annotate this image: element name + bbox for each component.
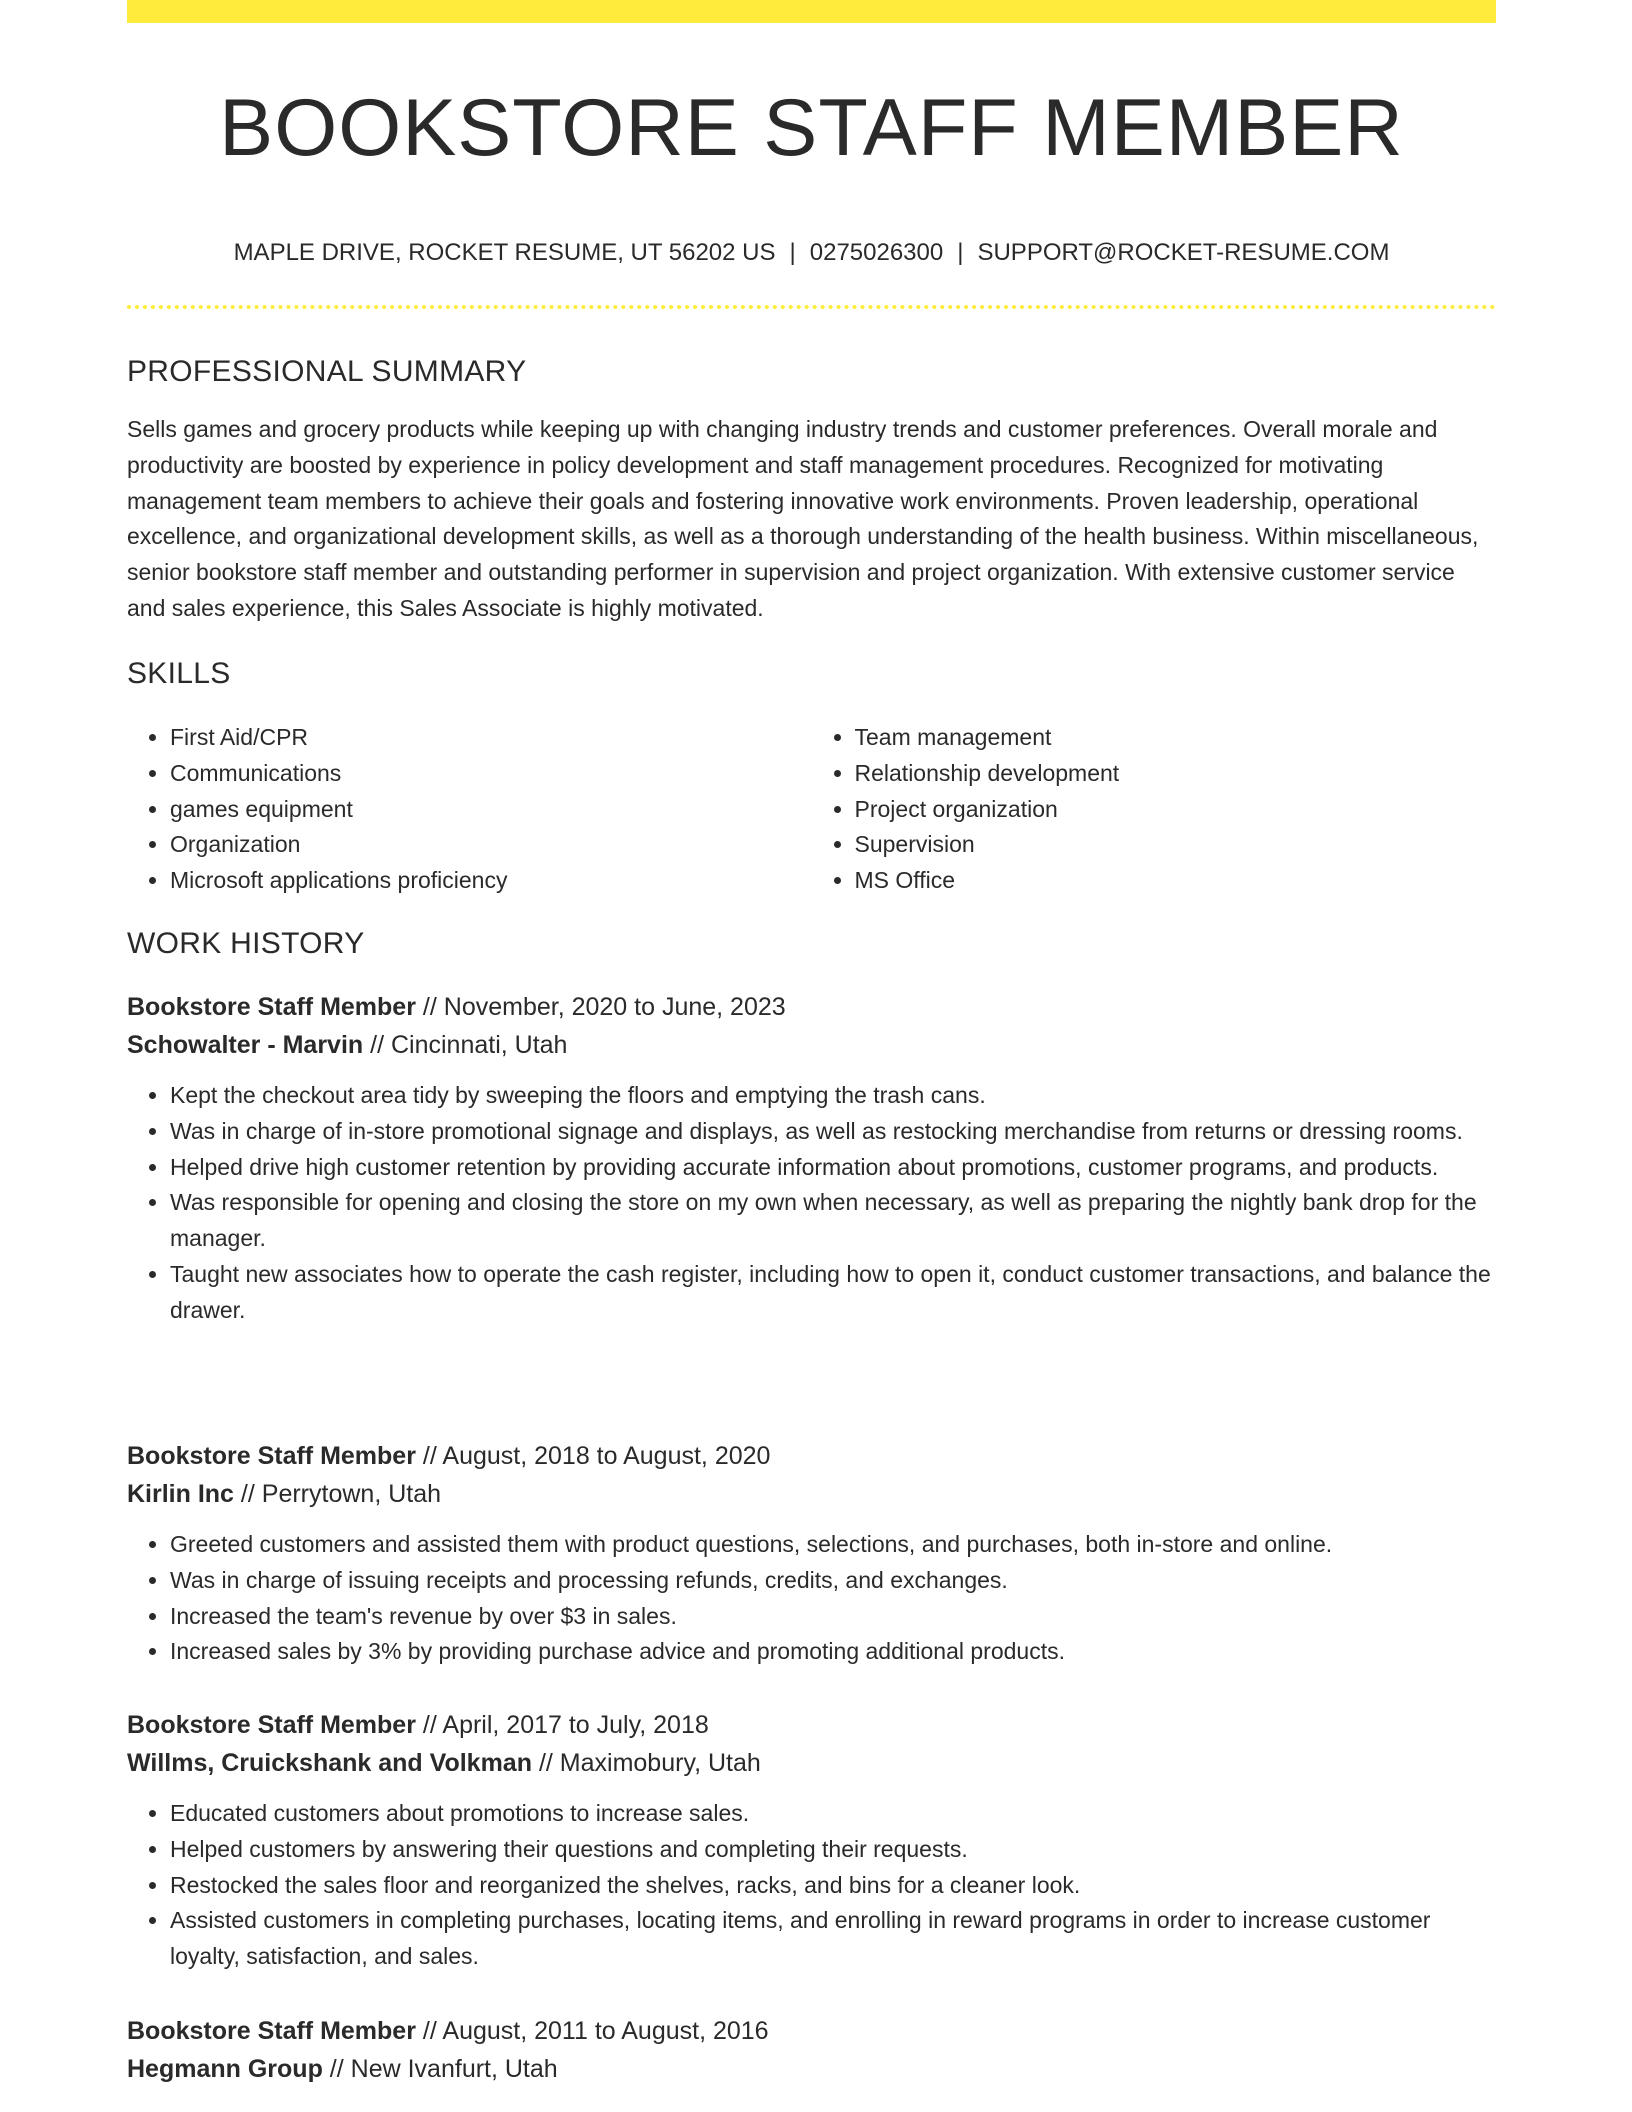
- job-title-line: [127, 988, 1496, 1026]
- job-bullet: • Taught new associates how to operate the cash register, including how to open it, conduct customer transactions, and balance the drawer.: [170, 1257, 1496, 1329]
- job-dates: November, 2020 to June, 2023: [443, 993, 786, 1021]
- job-company-line: [127, 1026, 1496, 1064]
- contact-separator: |: [957, 239, 964, 266]
- job-role: Bookstore Staff Member: [127, 2017, 416, 2045]
- skill-item: • Relationship development: [855, 756, 1497, 792]
- job-role: Bookstore Staff Member: [127, 993, 416, 1021]
- job-bullets: [127, 1527, 1496, 1670]
- job-bullet: • Kept the checkout area tidy by sweeping the floors and emptying the trash cans.: [170, 1078, 1496, 1114]
- job-dates: August, 2011 to August, 2016: [442, 2017, 769, 2045]
- job-company-line: [127, 1744, 1496, 1782]
- skill-item: • games equipment: [170, 792, 812, 828]
- job-entry: [127, 1437, 1496, 1670]
- job-location: Cincinnati, Utah: [390, 1031, 568, 1059]
- top-accent-bar: [127, 0, 1496, 23]
- header-divider: [127, 305, 1496, 309]
- skill-item: • Team management: [855, 720, 1497, 756]
- contact-separator: |: [789, 239, 796, 266]
- job-bullet: • Increased the team's revenue by over $3 in sales.: [170, 1599, 1496, 1635]
- skills-list-right: [812, 720, 1497, 899]
- job-separator: //: [422, 1442, 437, 1470]
- skill-item: • Project organization: [855, 792, 1497, 828]
- job-separator: //: [240, 1480, 255, 1508]
- contact-line: [127, 236, 1496, 270]
- job-bullet: • Assisted customers in completing purchases, locating items, and enrolling in reward programs in order to increase customer loyalty, satisfaction, and sales.: [170, 1903, 1496, 1975]
- skill-item: • MS Office: [855, 863, 1497, 899]
- job-separator: //: [422, 1711, 437, 1739]
- resume-name: BOOKSTORE STAFF MEMBER: [219, 83, 1404, 173]
- job-bullets: [127, 1078, 1496, 1329]
- job-separator: //: [329, 2055, 344, 2083]
- job-separator: //: [422, 2017, 437, 2045]
- skills-list-left: [127, 720, 812, 899]
- job-separator: //: [538, 1749, 553, 1777]
- job-entry: [127, 2012, 1496, 2088]
- job-company: Schowalter - Marvin: [127, 1031, 364, 1059]
- job-bullet: • Greeted customers and assisted them with product questions, selections, and purchases, both in-store and online.: [170, 1527, 1496, 1563]
- job-title-line: [127, 1706, 1496, 1744]
- skill-item: • Organization: [170, 827, 812, 863]
- job-title-line: [127, 2012, 1496, 2050]
- job-company: Hegmann Group: [127, 2055, 323, 2083]
- skill-item: • First Aid/CPR: [170, 720, 812, 756]
- summary-text: Sells games and grocery products while keeping up with changing industry trends and customer preferences. Overall morale and productivity are boosted by experience in policy development and staff management procedures. Recognized for motivating management team members to achieve their goals and fostering innovative work environments. Proven leadership, operational excellence, and organizational development skills, as well as a thorough understanding of the health business. Within miscellaneous, senior bookstore staff member and outstanding performer in supervision and project organization. With extensive customer service and sales experience, this Sales Associate is highly motivated.: [127, 416, 1479, 621]
- job-bullet: • Was in charge of in-store promotional signage and displays, as well as restocking merchandise from returns or dressing rooms.: [170, 1114, 1496, 1150]
- job-company: Kirlin Inc: [127, 1480, 234, 1508]
- job-location: Maximobury, Utah: [559, 1749, 761, 1777]
- job-entry: [127, 988, 1496, 1329]
- job-role: Bookstore Staff Member: [127, 1442, 416, 1470]
- skills-title: SKILLS: [127, 657, 231, 690]
- skill-item: • Microsoft applications proficiency: [170, 863, 812, 899]
- job-company-line: [127, 2050, 1496, 2088]
- job-bullet: • Helped drive high customer retention by providing accurate information about promotions, customer programs, and products.: [170, 1150, 1496, 1186]
- job-location: New Ivanfurt, Utah: [350, 2055, 558, 2083]
- skill-item: • Communications: [170, 756, 812, 792]
- job-separator: //: [370, 1031, 385, 1059]
- job-dates: April, 2017 to July, 2018: [442, 1711, 709, 1739]
- job-bullet: • Educated customers about promotions to increase sales.: [170, 1796, 1496, 1832]
- job-title-line: [127, 1437, 1496, 1475]
- job-company-line: [127, 1475, 1496, 1513]
- skill-item: • Supervision: [855, 827, 1497, 863]
- job-bullet: • Was in charge of issuing receipts and processing refunds, credits, and exchanges.: [170, 1563, 1496, 1599]
- summary-title: PROFESSIONAL SUMMARY: [127, 355, 527, 388]
- contact-address: MAPLE DRIVE, ROCKET RESUME, UT 56202 US: [233, 239, 776, 266]
- job-separator: //: [422, 993, 437, 1021]
- job-bullet: • Increased sales by 3% by providing purchase advice and promoting additional products.: [170, 1634, 1496, 1670]
- contact-phone: 0275026300: [809, 239, 944, 266]
- job-bullet: • Helped customers by answering their questions and completing their requests.: [170, 1832, 1496, 1868]
- skills-columns: [127, 720, 1496, 899]
- job-bullets: [127, 1796, 1496, 1975]
- job-bullet: • Was responsible for opening and closing the store on my own when necessary, as well as preparing the nightly bank drop for the manager.: [170, 1185, 1496, 1257]
- job-entry: [127, 1706, 1496, 1975]
- job-dates: August, 2018 to August, 2020: [442, 1442, 771, 1470]
- job-company: Willms, Cruickshank and Volkman: [127, 1749, 532, 1777]
- work-history-title: WORK HISTORY: [127, 927, 365, 960]
- contact-email: SUPPORT@ROCKET-RESUME.COM: [977, 239, 1390, 266]
- job-location: Perrytown, Utah: [261, 1480, 442, 1508]
- job-role: Bookstore Staff Member: [127, 1711, 416, 1739]
- job-bullet: • Restocked the sales floor and reorganized the shelves, racks, and bins for a cleaner look.: [170, 1868, 1496, 1904]
